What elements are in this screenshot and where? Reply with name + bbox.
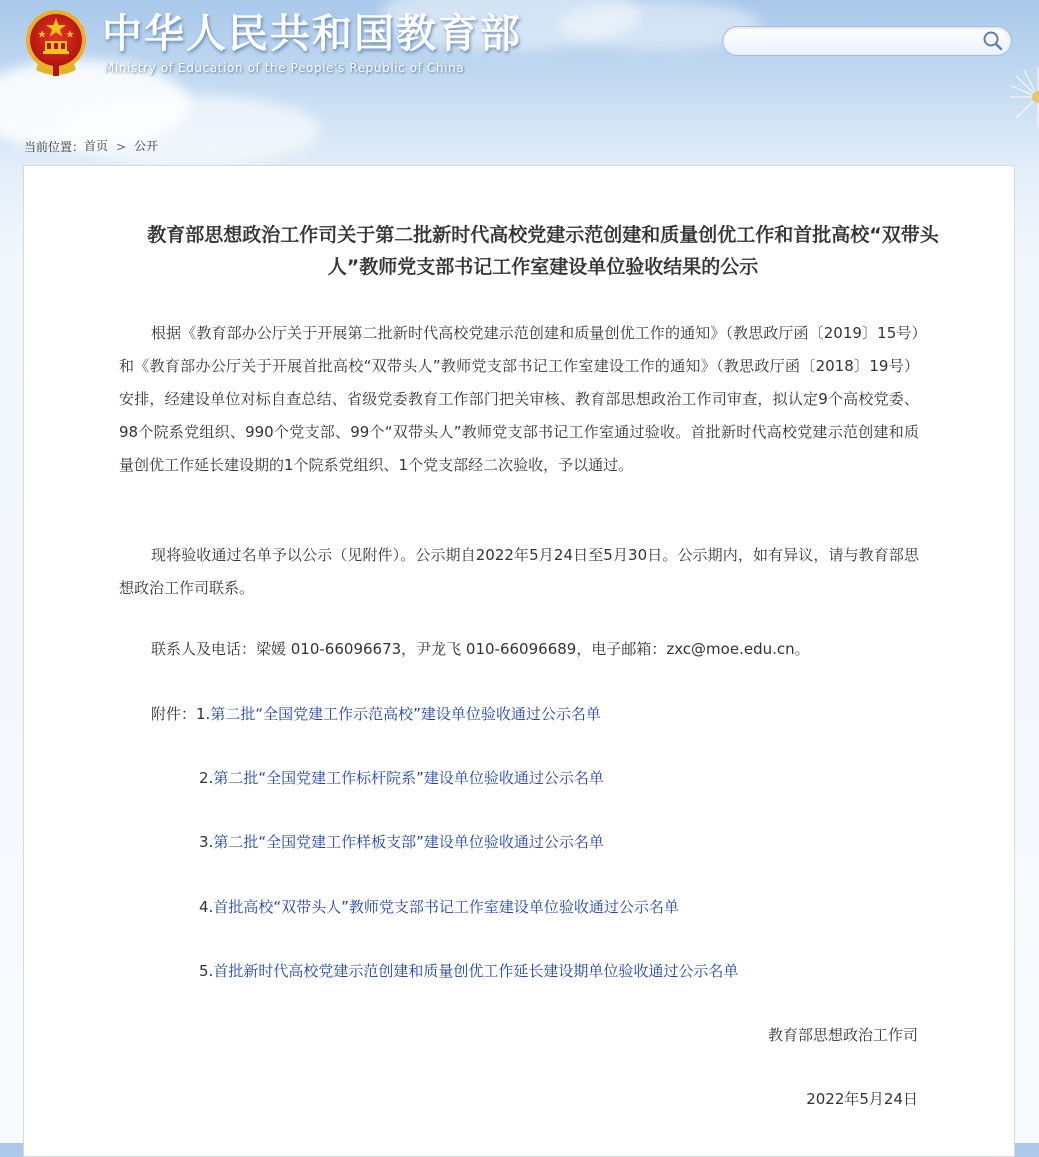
article-paragraph: 根据《教育部办公厅关于开展第二批新时代高校党建示范创建和质量创优工作的通知》（教思政厅函〔2019〕15号）和《教育部办公厅关于开展首批高校“双带头人”教师党支部书记工作室建设工作的通知》（教思政厅函〔2018〕19号）安排，经建设单位对标自查总结、省级党委教育工作部门把关审核、教育部思想政治工作司审查，拟认定9个高校党委、98个院系党组织、990个党支部、99个“双带头人”教师党支部书记工作室通过验收。首批新时代高校党建示范创建和质量创优工作延长建设期的1个院系党组织、1个党支部经二次验收，予以通过。	[119, 324, 919, 474]
attachment-link[interactable]: 第二批“全国党建工作样板支部”建设单位验收通过公示名单	[213, 833, 604, 851]
chevron-right-icon: >	[116, 139, 127, 154]
attachment-row	[199, 832, 604, 852]
national-emblem-icon	[24, 8, 88, 78]
attachment-number: 3.	[199, 833, 214, 851]
article-panel	[23, 165, 1015, 1157]
attachments-label: 附件：	[151, 705, 197, 723]
dandelion-decoration-icon	[1008, 62, 1039, 132]
site-title-cn: 中华人民共和国教育部	[102, 11, 522, 57]
attachment-number: 1.	[196, 705, 211, 723]
search-icon[interactable]	[980, 28, 1006, 52]
attachment-link[interactable]: 第二批“全国党建工作标杆院系”建设单位验收通过公示名单	[213, 769, 604, 787]
attachment-number: 5.	[199, 962, 214, 980]
publish-date: 2022年5月24日	[806, 1090, 918, 1108]
attachment-link[interactable]: 第二批“全国党建工作示范高校”建设单位验收通过公示名单	[210, 705, 601, 723]
search-input[interactable]	[737, 31, 981, 53]
site-title-en: Ministry of Education of the People's Republic of China	[104, 61, 465, 75]
breadcrumb-prefix: 当前位置：	[24, 140, 85, 154]
article-paragraph: 现将验收通过名单予以公示（见附件）。公示期自2022年5月24日至5月30日。公示期内，如有异议，请与教育部思想政治工作司联系。	[119, 546, 919, 597]
attachment-row	[151, 704, 601, 724]
signature: 教育部思想政治工作司	[767, 1026, 918, 1044]
article-title: 教育部思想政治工作司关于第二批新时代高校党建示范创建和质量创优工作和首批高校“双带头人”教师党支部书记工作室建设单位验收结果的公示	[147, 224, 939, 278]
breadcrumb-current-link[interactable]: 公开	[134, 139, 159, 153]
attachment-number: 4.	[199, 898, 214, 916]
contact-info: 联系人及电话：梁媛 010-66096673，尹龙飞 010-66096689，电子邮箱：zxc@moe.edu.cn。	[151, 640, 810, 658]
attachment-number: 2.	[199, 769, 214, 787]
attachment-row	[199, 897, 679, 917]
attachment-row	[199, 768, 604, 788]
attachment-link[interactable]: 首批高校“双带头人”教师党支部书记工作室建设单位验收通过公示名单	[213, 898, 679, 916]
search-box	[722, 26, 1012, 56]
attachment-row	[199, 961, 738, 981]
breadcrumb	[24, 137, 158, 155]
attachment-link[interactable]: 首批新时代高校党建示范创建和质量创优工作延长建设期单位验收通过公示名单	[213, 962, 739, 980]
breadcrumb-home-link[interactable]: 首页	[84, 139, 109, 153]
